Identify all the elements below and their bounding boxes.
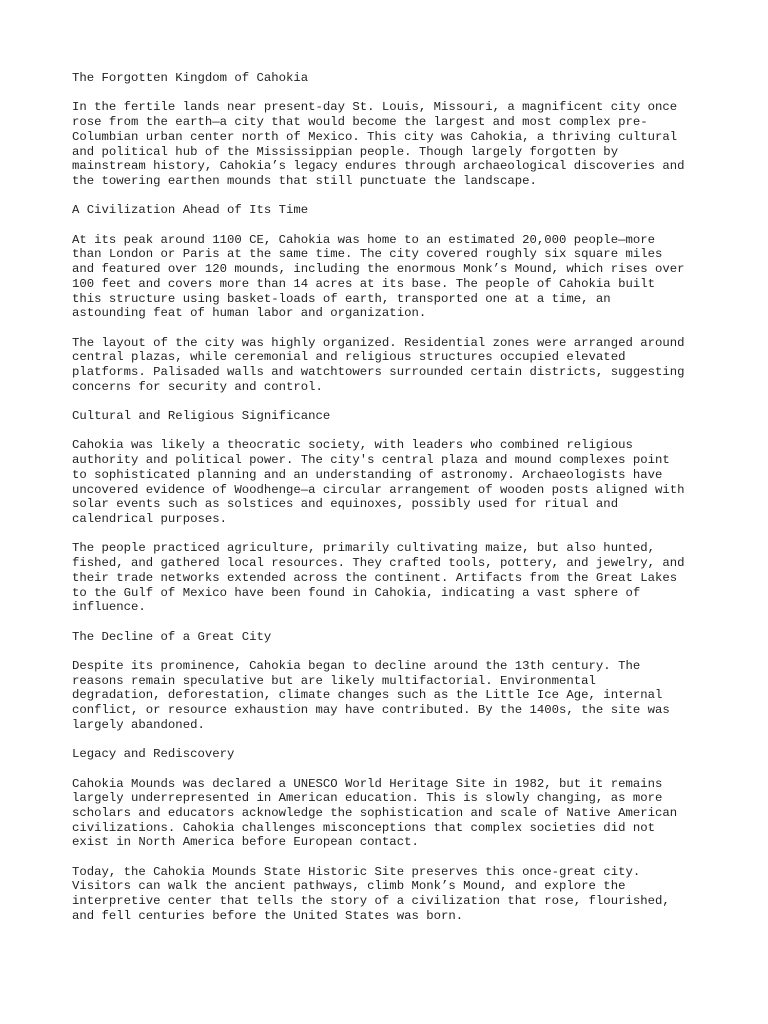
- body-paragraph: At its peak around 1100 CE, Cahokia was home to an estimated 20,000 people—more than London or Paris at the same time. The city covered roughly six square miles and featured over 120 mounds, including the enormous Monk’s Mound, which rises over 100 feet and covers more than 14 acres at its base. The people of Cahokia built this structure using basket-loads of earth, transported one at a time, an astounding feat of human labor and organization.: [72, 232, 685, 321]
- section-heading: The Decline of a Great City: [72, 629, 272, 644]
- body-paragraph: Cahokia Mounds was declared a UNESCO World Heritage Site in 1982, but it remains largely underrepresented in American education. This is slowly changing, as more scholars and educators acknowledge the sophistication and scale of Native American civilizations. Cahokia challenges misconceptions that complex societies did not exist in North America before European contact.: [72, 776, 678, 850]
- section-heading: A Civilization Ahead of Its Time: [72, 203, 309, 218]
- body-paragraph: Today, the Cahokia Mounds State Historic Site preserves this once-great city. Visitors can walk the ancient pathways, climb Monk’s Mound, and explore the interpretive center that tells the story of a civilization that rose, flourished, and fell centuries before the United States was born.: [72, 864, 670, 923]
- section-heading: Legacy and Rediscovery: [72, 747, 235, 762]
- body-paragraph: The layout of the city was highly organized. Residential zones were arranged around central plazas, while ceremonial and religious structures occupied elevated platforms. Palisaded walls and watchtowers surrounded certain districts, suggesting concerns for security and control.: [72, 335, 685, 394]
- intro-paragraph: In the fertile lands near present-day St. Louis, Missouri, a magnificent city once rose from the earth—a city that would become the largest and most complex pre- Columbian urban center north of Mexico. This city was Cahokia, a thriving cultural and political hub of the Mississippian people. Though largely forgotten by mainstream history, Cahokia’s legacy endures through archaeological discoveries and the towering earthen mounds that still punctuate the landscape.: [72, 100, 685, 188]
- body-paragraph: Despite its prominence, Cahokia began to decline around the 13th century. The reasons remain speculative but are likely multifactorial. Environmental degradation, deforestation, climate changes such as the Little Ice Age, internal conflict, or resource exhaustion may have contributed. By the 1400s, the site was largely abandoned.: [72, 658, 670, 732]
- body-paragraph: Cahokia was likely a theocratic society, with leaders who combined religious authority and political power. The city's central plaza and mound complexes point to sophisticated planning and an understanding of astronomy. Archaeologists have uncovered evidence of Woodhenge—a circular arrangement of wooden posts aligned with solar events such as solstices and equinoxes, possibly used for ritual and calendrical purposes.: [72, 438, 685, 526]
- body-paragraph: The people practiced agriculture, primarily cultivating maize, but also hunted, fished, and gathered local resources. They crafted tools, pottery, and jewelry, and their trade networks extended across the continent. Artifacts from the Great Lakes to the Gulf of Mexico have been found in Cahokia, indicating a vast sphere of influence.: [72, 541, 685, 615]
- document-title: The Forgotten Kingdom of Cahokia: [72, 71, 309, 85]
- document-page: [72, 71, 712, 938]
- section-heading: Cultural and Religious Significance: [72, 409, 331, 424]
